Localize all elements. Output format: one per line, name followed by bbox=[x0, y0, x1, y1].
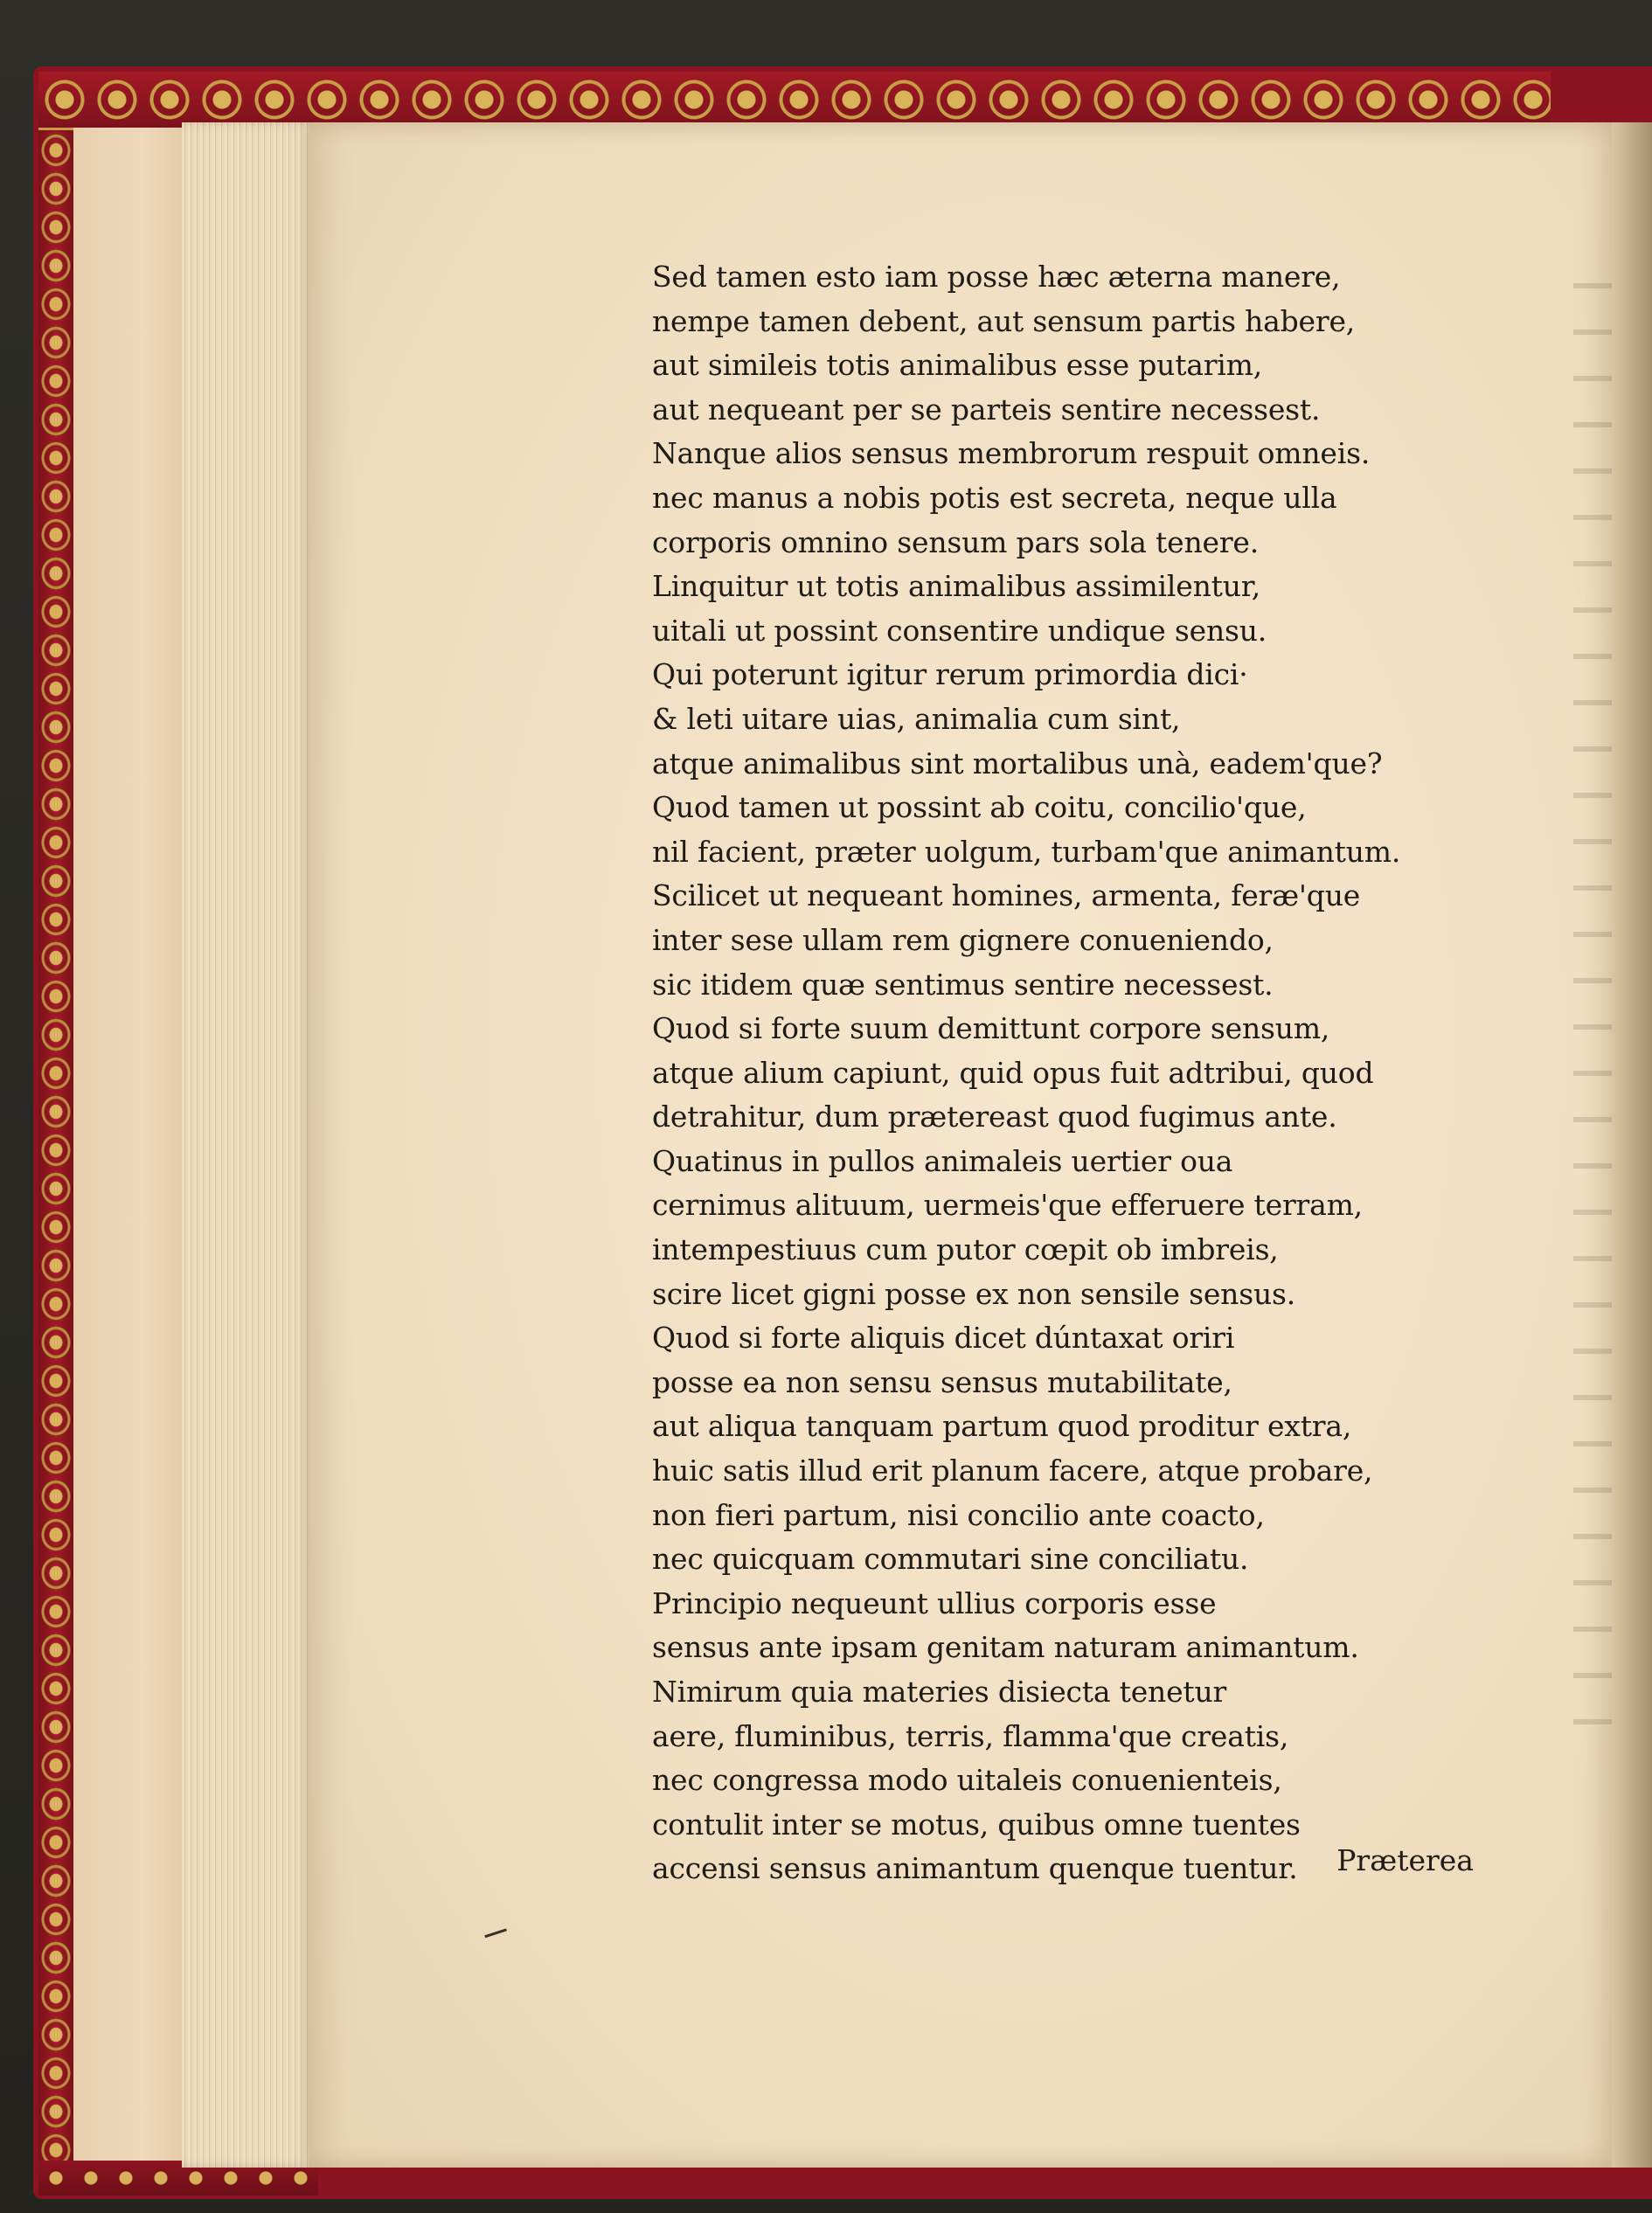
verse-line: uitali ut possint consentire undique sensu. bbox=[652, 613, 1267, 648]
verse-line: corporis omnino sensum pars sola tenere. bbox=[652, 524, 1260, 559]
verse-line: contulit inter se motus, quibus omne tuentes bbox=[652, 1807, 1301, 1842]
page-edges bbox=[182, 122, 313, 2168]
catchword: Præterea bbox=[1336, 1843, 1474, 1877]
verse-line: accensi sensus animantum quenque tuentur. bbox=[652, 1851, 1298, 1886]
verse-line: cernimus alituum, uermeis'que efferuere terram, bbox=[652, 1188, 1363, 1223]
verse-line: scire licet gigni posse ex non sensile sensus. bbox=[652, 1276, 1296, 1311]
verse-line: sic itidem quæ sentimus sentire necessest. bbox=[652, 967, 1274, 1002]
verse-line: & leti uitare uias, animalia cum sint, bbox=[652, 701, 1181, 736]
verse-line: aere, fluminibus, terris, flamma'que creatis, bbox=[652, 1718, 1289, 1753]
verse-line: intempestiuus cum putor cœpit ob imbreis, bbox=[652, 1232, 1279, 1267]
verse-line: aut nequeant per se parteis sentire necessest. bbox=[652, 392, 1321, 427]
gilt-top-border bbox=[38, 72, 1551, 130]
verse-line: nec quicquam commutari sine conciliatu. bbox=[652, 1542, 1249, 1577]
verse-line: Qui poterunt igitur rerum primordia dici· bbox=[652, 657, 1248, 692]
verse-line: nec manus a nobis potis est secreta, neque ulla bbox=[652, 480, 1337, 515]
verse-line: Principio nequeunt ullius corporis esse bbox=[652, 1585, 1217, 1620]
verse-line: Quatinus in pullos animaleis uertier oua bbox=[652, 1143, 1233, 1178]
verse-line: nec congressa modo uitaleis conuenienteis, bbox=[652, 1763, 1282, 1798]
verse-line: nil facient, præter uolgum, turbam'que animantum. bbox=[652, 834, 1401, 869]
verse-line: atque alium capiunt, quid opus fuit adtribui, quod bbox=[652, 1055, 1374, 1090]
endpaper bbox=[73, 128, 189, 2161]
verse-line: non fieri partum, nisi concilio ante coacto, bbox=[652, 1497, 1265, 1532]
verse-line: Linquitur ut totis animalibus assimilentur, bbox=[652, 569, 1261, 604]
verse-line: posse ea non sensu sensus mutabilitate, bbox=[652, 1364, 1232, 1399]
facing-page-edge bbox=[1612, 122, 1652, 2168]
verse-line: Quod tamen ut possint ab coitu, concilio'que, bbox=[652, 790, 1307, 825]
verse-line: Scilicet ut nequeant homines, armenta, feræ'que bbox=[652, 878, 1361, 913]
verse-text-block bbox=[652, 255, 1491, 1886]
verse-line: Quod si forte aliquis dicet dúntaxat oriri bbox=[652, 1321, 1235, 1356]
verse-line: detrahitur, dum prætereast quod fugimus ante. bbox=[652, 1100, 1337, 1134]
verse-line: Quod si forte suum demittunt corpore sensum, bbox=[652, 1011, 1330, 1046]
verse-line: sensus ante ipsam genitam naturam animantum. bbox=[652, 1630, 1359, 1665]
verse-line: aut aliqua tanquam partum quod proditur extra, bbox=[652, 1409, 1352, 1444]
verse-line: aut simileis totis animalibus esse putarim, bbox=[652, 348, 1263, 383]
verse-line: Nanque alios sensus membrorum respuit omneis. bbox=[652, 436, 1371, 471]
gilt-left-border bbox=[38, 131, 73, 2185]
verse-line: Nimirum quia materies disiecta tenetur bbox=[652, 1675, 1227, 1709]
verse-line: huic satis illud erit planum facere, atque probare, bbox=[652, 1453, 1373, 1488]
verse-line: inter sese ullam rem gignere conueniendo, bbox=[652, 922, 1274, 957]
verse-line: nempe tamen debent, aut sensum partis habere, bbox=[652, 303, 1356, 338]
verse-line: Sed tamen esto iam posse hæc æterna manere, bbox=[652, 260, 1341, 294]
verse-line: atque animalibus sint mortalibus unà, eadem'que? bbox=[652, 746, 1383, 780]
